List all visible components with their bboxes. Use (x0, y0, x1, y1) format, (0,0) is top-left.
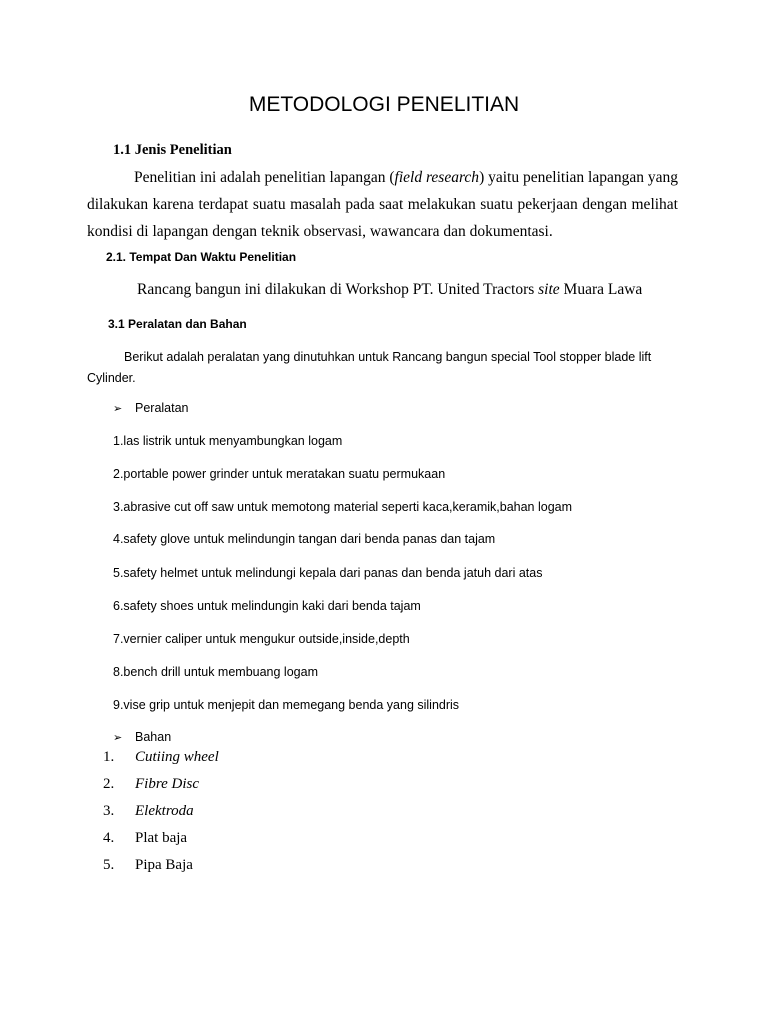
material-item: Plat baja (135, 830, 188, 846)
paragraph-jenis-penelitian (87, 164, 678, 245)
location-text-before: Rancang bangun ini dilakukan di Workshop PT. United Tractors (137, 281, 539, 298)
section-heading-peralatan-bahan: 3.1 Peralatan dan Bahan (108, 317, 247, 331)
location-text-italic: site (538, 281, 560, 298)
section-heading-tempat-waktu: 2.1. Tempat Dan Waktu Penelitian (106, 250, 297, 264)
tool-item: 2.portable power grinder untuk meratakan suatu permukaan (113, 467, 446, 481)
tool-item: 8.bench drill untuk membuang logam (113, 665, 318, 679)
material-item: Cutiing wheel (135, 749, 219, 765)
page-title: METODOLOGI PENELITIAN (248, 93, 520, 116)
tool-item: 9.vise grip untuk menjepit dan memegang benda yang silindris (113, 698, 460, 712)
intro-text: Berikut adalah peralatan yang dinutuhkan untuk Rancang bangun special Tool stopper blade lift Cylinder. (87, 350, 652, 385)
material-number: 3. (103, 803, 115, 819)
intro-paragraph (87, 347, 687, 389)
tool-item: 4.safety glove untuk melindungin tangan dari benda panas dan tajam (113, 532, 496, 546)
bullet-peralatan (113, 401, 189, 415)
tool-item: 7.vernier caliper untuk mengukur outside,inside,depth (113, 632, 410, 646)
material-item: Elektroda (135, 803, 194, 819)
material-item: Fibre Disc (135, 776, 200, 792)
para-text-after: ) yaitu penelitian lapangan yang dilakukan karena terdapat suatu masalah pada saat melakukan suatu pekerjaan dengan melihat kondisi di lapangan dengan teknik observasi, wawancara dan dokumentasi. (87, 169, 679, 240)
tool-item: 3.abrasive cut off saw untuk memotong material seperti kaca,keramik,bahan logam (113, 500, 573, 514)
para-text-italic: field research (394, 169, 480, 186)
arrow-bullet-icon: ➢ (113, 732, 123, 744)
material-number: 5. (103, 857, 115, 873)
para-text-before: Penelitian ini adalah penelitian lapangan ( (134, 169, 395, 186)
bullet-bahan (113, 730, 171, 744)
tool-item: 5.safety helmet untuk melindungi kepala dari panas dan benda jatuh dari atas (113, 566, 543, 580)
material-number: 1. (103, 749, 115, 765)
tool-item: 6.safety shoes untuk melindungin kaki dari benda tajam (113, 599, 421, 613)
bullet-label-bahan: Bahan (135, 730, 172, 744)
location-sentence (137, 281, 642, 299)
tool-item: 1.las listrik untuk menyambungkan logam (113, 434, 343, 448)
material-item: Pipa Baja (135, 857, 193, 873)
location-text-after: Muara Lawa (559, 281, 643, 298)
bullet-label-peralatan: Peralatan (135, 401, 189, 415)
arrow-bullet-icon: ➢ (113, 403, 123, 415)
material-number: 2. (103, 776, 115, 792)
section-heading-jenis-penelitian: 1.1 Jenis Penelitian (113, 142, 232, 158)
material-number: 4. (103, 830, 115, 846)
